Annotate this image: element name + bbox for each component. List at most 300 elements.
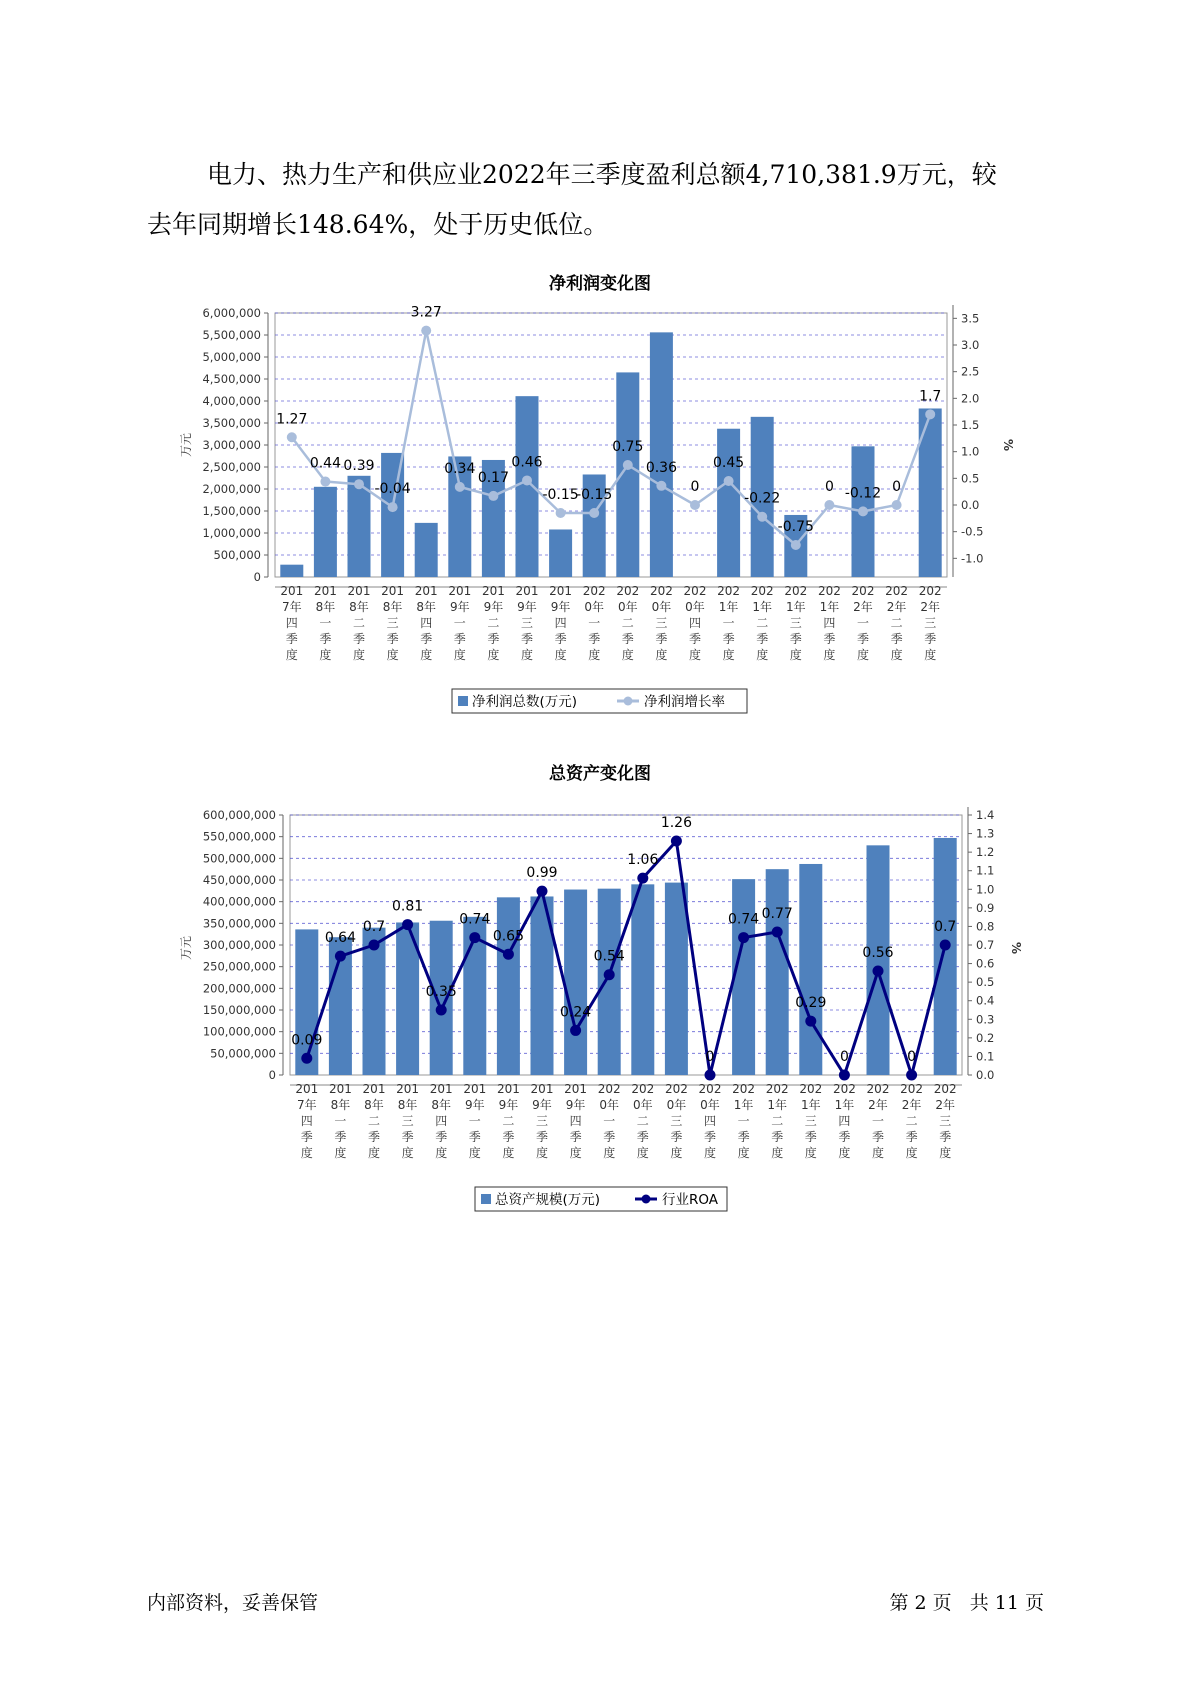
line-point bbox=[369, 940, 380, 951]
line-point bbox=[637, 873, 648, 884]
summary-paragraph bbox=[147, 150, 1067, 250]
bar bbox=[415, 523, 438, 577]
x-axis-tick-label: 二 bbox=[367, 1114, 381, 1128]
data-label: 0.7 bbox=[362, 919, 386, 935]
x-axis-tick-label: 季 bbox=[453, 632, 466, 646]
total-assets-chart-svg bbox=[0, 763, 1191, 1218]
right-axis-tick-label: 0.9 bbox=[976, 900, 995, 915]
x-axis-tick-label: 202 bbox=[750, 584, 774, 598]
bar bbox=[381, 453, 404, 577]
x-axis-tick-label: 度 bbox=[905, 1146, 918, 1160]
x-axis-tick-label: 度 bbox=[636, 1146, 649, 1160]
x-axis-tick-label: 7年 bbox=[281, 600, 302, 614]
x-axis-tick-label: 201 bbox=[530, 1082, 554, 1096]
left-axis-tick-label: 2,500,000 bbox=[202, 460, 261, 474]
line-point bbox=[623, 460, 633, 470]
data-label: 0.09 bbox=[291, 1032, 323, 1049]
line-point bbox=[503, 949, 514, 960]
x-axis-tick-label: 202 bbox=[918, 584, 942, 598]
x-axis-tick-label: 度 bbox=[823, 648, 836, 662]
right-axis-tick-label: 1.3 bbox=[976, 826, 995, 841]
left-axis-tick-label: 550,000,000 bbox=[202, 829, 276, 844]
x-axis-tick-label: 季 bbox=[890, 632, 903, 646]
x-axis-tick-label: 季 bbox=[285, 632, 298, 646]
x-axis-tick-label: 度 bbox=[737, 1146, 750, 1160]
x-axis-tick-label: 季 bbox=[789, 632, 802, 646]
x-axis-tick-label: 季 bbox=[487, 632, 500, 646]
x-axis-tick-label: 三 bbox=[655, 616, 668, 630]
x-axis-tick-label: 季 bbox=[554, 632, 567, 646]
bar bbox=[766, 869, 789, 1075]
x-axis-tick-label: 8年 bbox=[349, 600, 369, 614]
x-axis-tick-label: 度 bbox=[703, 1146, 717, 1160]
x-axis-tick-label: 季 bbox=[352, 632, 366, 646]
x-axis-tick-label: 2年 bbox=[935, 1098, 956, 1112]
x-axis-tick-label: 度 bbox=[756, 648, 769, 662]
right-axis-label: % bbox=[1009, 941, 1023, 955]
line-point bbox=[858, 506, 868, 516]
bar bbox=[934, 838, 957, 1075]
x-axis-tick-label: 202 bbox=[885, 584, 909, 598]
data-label: 0 bbox=[705, 1049, 715, 1065]
x-axis-tick-label: 度 bbox=[535, 1146, 549, 1160]
data-label: 0.35 bbox=[425, 984, 457, 1000]
x-axis-tick-label: 季 bbox=[420, 632, 433, 646]
data-label: 1.27 bbox=[276, 411, 308, 428]
x-axis-tick-label: 度 bbox=[890, 648, 903, 662]
x-axis-tick-label: 202 bbox=[817, 584, 841, 598]
legend-label-line: 行业ROA bbox=[662, 1192, 719, 1208]
x-axis-tick-label: 8年 bbox=[416, 600, 437, 614]
data-label: 0.7 bbox=[934, 919, 957, 935]
x-axis-tick-label: 季 bbox=[502, 1130, 515, 1144]
legend-line-marker bbox=[642, 1195, 651, 1204]
data-label: 0 bbox=[892, 479, 902, 495]
line-point bbox=[388, 502, 398, 512]
right-axis-tick-label: 1.1 bbox=[976, 863, 995, 878]
right-axis-tick-label: 0.0 bbox=[961, 498, 980, 512]
x-axis-tick-label: 度 bbox=[435, 1146, 448, 1160]
line-point bbox=[335, 951, 346, 962]
data-label: 0 bbox=[907, 1049, 917, 1065]
line-point bbox=[320, 477, 330, 487]
x-axis-tick-label: 季 bbox=[569, 1130, 582, 1144]
bar bbox=[564, 890, 587, 1075]
x-axis-tick-label: 度 bbox=[468, 1146, 481, 1160]
right-axis-tick-label: 2.0 bbox=[961, 391, 980, 406]
right-axis-tick-label: 1.2 bbox=[976, 845, 995, 860]
right-axis-tick-label: 0.0 bbox=[976, 1068, 995, 1082]
left-axis-tick-label: 2,000,000 bbox=[202, 482, 261, 496]
left-axis-tick-label: 1,500,000 bbox=[202, 504, 261, 518]
x-axis-tick-label: 202 bbox=[616, 584, 640, 598]
x-axis-tick-label: 1年 bbox=[819, 600, 840, 614]
x-axis-tick-label: 四 bbox=[554, 616, 567, 630]
left-axis-tick-label: 300,000,000 bbox=[202, 938, 276, 952]
x-axis-tick-label: 四 bbox=[420, 616, 433, 630]
right-axis-tick-label: 1.0 bbox=[976, 882, 995, 897]
line-point bbox=[604, 969, 615, 980]
x-axis-tick-label: 度 bbox=[670, 1146, 683, 1160]
line-point bbox=[589, 508, 599, 518]
x-axis-tick-label: 三 bbox=[789, 616, 802, 630]
bar bbox=[631, 884, 654, 1075]
left-axis-tick-label: 3,000,000 bbox=[202, 438, 261, 452]
x-axis-tick-label: 度 bbox=[487, 648, 500, 662]
left-axis-tick-label: 0 bbox=[253, 570, 261, 584]
data-label: 0.44 bbox=[309, 455, 341, 472]
x-axis-tick-label: 度 bbox=[771, 1146, 784, 1160]
data-label: 0.99 bbox=[526, 865, 558, 882]
x-axis-tick-label: 201 bbox=[463, 1082, 487, 1096]
line-point bbox=[421, 326, 431, 336]
x-axis-tick-label: 二 bbox=[487, 616, 500, 630]
x-axis-tick-label: 季 bbox=[804, 1130, 817, 1144]
x-axis-tick-label: 二 bbox=[621, 616, 634, 630]
x-axis-tick-label: 季 bbox=[703, 1130, 717, 1144]
x-axis-tick-label: 一 bbox=[737, 1114, 750, 1128]
x-axis-tick-label: 202 bbox=[784, 584, 808, 598]
x-axis-tick-label: 度 bbox=[569, 1146, 582, 1160]
data-label: -0.04 bbox=[374, 481, 411, 498]
right-axis-tick-label: 1.4 bbox=[976, 808, 995, 822]
left-axis-tick-label: 400,000,000 bbox=[202, 894, 276, 909]
x-axis-tick-label: 四 bbox=[823, 616, 836, 630]
summary-line-2: 去年同期增长148.64%，处于历史低位。 bbox=[147, 210, 609, 239]
x-axis-tick-label: 季 bbox=[756, 632, 769, 646]
line-point bbox=[522, 475, 532, 485]
x-axis-tick-label: 9年 bbox=[464, 1098, 485, 1112]
line-point bbox=[469, 932, 480, 943]
x-axis-tick-label: 9年 bbox=[532, 1098, 552, 1112]
line-point bbox=[705, 1070, 716, 1081]
bar bbox=[598, 889, 621, 1075]
line-point bbox=[436, 1005, 447, 1016]
line-point bbox=[805, 1016, 816, 1027]
x-axis-tick-label: 季 bbox=[722, 632, 735, 646]
x-axis-tick-label: 202 bbox=[851, 584, 875, 598]
left-axis-tick-label: 50,000,000 bbox=[210, 1046, 276, 1061]
x-axis-tick-label: 8年 bbox=[431, 1098, 452, 1112]
left-axis-tick-label: 5,000,000 bbox=[202, 350, 261, 364]
x-axis-tick-label: 一 bbox=[334, 1114, 347, 1128]
left-axis-tick-label: 6,000,000 bbox=[202, 306, 261, 320]
x-axis-tick-label: 1年 bbox=[718, 600, 739, 614]
x-axis-tick-label: 三 bbox=[939, 1114, 952, 1128]
data-label: 0.17 bbox=[477, 469, 509, 486]
line-point bbox=[556, 508, 566, 518]
x-axis-tick-label: 三 bbox=[520, 616, 534, 630]
data-label: 0.64 bbox=[324, 930, 356, 947]
x-axis-tick-label: 度 bbox=[352, 648, 366, 662]
data-label: 3.27 bbox=[410, 304, 442, 321]
x-axis-tick-label: 9年 bbox=[517, 600, 537, 614]
x-axis-tick-label: 202 bbox=[866, 1082, 890, 1096]
x-axis-tick-label: 201 bbox=[381, 584, 405, 598]
left-axis-tick-label: 600,000,000 bbox=[202, 808, 276, 822]
x-axis-tick-label: 2年 bbox=[868, 1098, 888, 1112]
x-axis-tick-label: 202 bbox=[649, 584, 673, 598]
line-point bbox=[724, 476, 734, 486]
x-axis-tick-label: 季 bbox=[905, 1130, 918, 1144]
x-axis-tick-label: 202 bbox=[933, 1082, 957, 1096]
x-axis-tick-label: 202 bbox=[799, 1082, 823, 1096]
x-axis-tick-label: 四 bbox=[569, 1114, 582, 1128]
x-axis-tick-label: 202 bbox=[732, 1082, 756, 1096]
x-axis-tick-label: 0年 bbox=[632, 1098, 653, 1112]
x-axis-tick-label: 度 bbox=[871, 1146, 885, 1160]
data-label: 0.39 bbox=[343, 458, 375, 475]
x-axis-tick-label: 季 bbox=[924, 632, 937, 646]
x-axis-tick-label: 四 bbox=[703, 1114, 717, 1128]
x-axis-tick-label: 2年 bbox=[920, 600, 941, 614]
x-axis-tick-label: 度 bbox=[520, 648, 534, 662]
x-axis-tick-label: 二 bbox=[905, 1114, 918, 1128]
legend-label-bar: 总资产规模(万元) bbox=[495, 1192, 601, 1208]
right-axis-tick-label: 1.5 bbox=[961, 418, 980, 432]
left-axis-tick-label: 150,000,000 bbox=[202, 1003, 276, 1017]
x-axis-tick-label: 201 bbox=[328, 1082, 352, 1096]
legend-bar-swatch bbox=[458, 696, 468, 706]
total-assets-chart bbox=[0, 763, 1191, 1222]
x-axis-tick-label: 度 bbox=[688, 648, 702, 662]
right-axis-tick-label: 0.5 bbox=[976, 975, 995, 990]
data-label: 0.46 bbox=[511, 454, 543, 471]
x-axis-tick-label: 8年 bbox=[364, 1098, 384, 1112]
x-axis-tick-label: 度 bbox=[319, 648, 332, 662]
x-axis-tick-label: 201 bbox=[295, 1082, 319, 1096]
line-point bbox=[402, 919, 413, 930]
chart-title: 净利润变化图 bbox=[549, 274, 651, 294]
x-axis-tick-label: 一 bbox=[588, 616, 601, 630]
line-point bbox=[839, 1070, 850, 1081]
data-label: 0.45 bbox=[713, 455, 745, 471]
data-label: 1.06 bbox=[627, 852, 659, 869]
legend-bar-swatch bbox=[481, 1194, 491, 1204]
left-axis-tick-label: 100,000,000 bbox=[202, 1024, 276, 1039]
x-axis-tick-label: 三 bbox=[401, 1114, 414, 1128]
x-axis-tick-label: 季 bbox=[871, 1130, 885, 1144]
line-point bbox=[824, 500, 834, 510]
summary-line-1: 电力、热力生产和供应业2022年三季度盈利总额4,710,381.9万元，较 bbox=[207, 160, 997, 189]
data-label: -0.75 bbox=[777, 519, 814, 535]
line-point bbox=[354, 479, 364, 489]
x-axis-tick-label: 度 bbox=[603, 1146, 616, 1160]
x-axis-tick-label: 季 bbox=[939, 1130, 952, 1144]
line-point bbox=[488, 491, 498, 501]
x-axis-tick-label: 度 bbox=[722, 648, 735, 662]
x-axis-tick-label: 8年 bbox=[382, 600, 403, 614]
legend-label-line: 净利润增长率 bbox=[644, 694, 725, 710]
right-axis-tick-label: 0.3 bbox=[976, 1012, 995, 1027]
chart-title: 总资产变化图 bbox=[549, 764, 651, 784]
x-axis-tick-label: 0年 bbox=[584, 600, 605, 614]
line-point bbox=[738, 932, 749, 943]
data-label: 0.34 bbox=[444, 460, 476, 477]
bar bbox=[717, 429, 740, 577]
line-point bbox=[537, 886, 548, 897]
x-axis-tick-label: 度 bbox=[285, 648, 298, 662]
footer-page-number: 第 2 页 共 11 页 bbox=[889, 1592, 1044, 1614]
data-label: 0.74 bbox=[459, 911, 491, 928]
x-axis-tick-label: 201 bbox=[414, 584, 438, 598]
x-axis-tick-label: 度 bbox=[655, 648, 668, 662]
x-axis-tick-label: 度 bbox=[420, 648, 433, 662]
footer-confidential-note: 内部资料，妥善保管 bbox=[147, 1592, 319, 1614]
x-axis-tick-label: 2年 bbox=[901, 1098, 922, 1112]
x-axis-tick-label: 季 bbox=[655, 632, 668, 646]
right-axis-label: % bbox=[1001, 438, 1015, 452]
x-axis-tick-label: 201 bbox=[362, 1082, 386, 1096]
right-axis-tick-label: 0.1 bbox=[976, 1049, 995, 1064]
x-axis-tick-label: 202 bbox=[631, 1082, 655, 1096]
x-axis-tick-label: 202 bbox=[765, 1082, 789, 1096]
right-axis-tick-label: -1.0 bbox=[961, 551, 984, 566]
x-axis-tick-label: 三 bbox=[924, 616, 937, 630]
data-label: 0 bbox=[690, 479, 700, 495]
x-axis-tick-label: 一 bbox=[722, 616, 735, 630]
data-label: 0.75 bbox=[612, 439, 644, 455]
data-label: 0 bbox=[839, 1049, 849, 1065]
left-axis-tick-label: 1,000,000 bbox=[202, 526, 261, 540]
data-label: 0.29 bbox=[795, 995, 827, 1012]
line-point bbox=[892, 500, 902, 510]
x-axis-tick-label: 一 bbox=[468, 1114, 481, 1128]
line-point bbox=[671, 836, 682, 847]
net-profit-chart-svg bbox=[0, 265, 1191, 720]
x-axis-tick-label: 9年 bbox=[550, 600, 571, 614]
x-axis-tick-label: 一 bbox=[453, 616, 466, 630]
left-axis-tick-label: 5,500,000 bbox=[202, 328, 261, 342]
x-axis-tick-label: 9年 bbox=[498, 1098, 519, 1112]
x-axis-tick-label: 202 bbox=[717, 584, 741, 598]
left-axis-tick-label: 4,000,000 bbox=[202, 394, 261, 408]
x-axis-tick-label: 201 bbox=[396, 1082, 420, 1096]
x-axis-tick-label: 一 bbox=[871, 1114, 885, 1128]
x-axis-tick-label: 二 bbox=[756, 616, 769, 630]
bar bbox=[497, 897, 520, 1075]
x-axis-tick-label: 1年 bbox=[752, 600, 773, 614]
x-axis-tick-label: 一 bbox=[319, 616, 332, 630]
x-axis-tick-label: 202 bbox=[597, 1082, 621, 1096]
x-axis-tick-label: 二 bbox=[502, 1114, 515, 1128]
x-axis-tick-label: 201 bbox=[429, 1082, 453, 1096]
data-label: 1.7 bbox=[919, 388, 942, 405]
x-axis-tick-label: 度 bbox=[453, 648, 466, 662]
x-axis-tick-label: 季 bbox=[367, 1130, 381, 1144]
x-axis-tick-label: 三 bbox=[670, 1114, 683, 1128]
x-axis-tick-label: 8年 bbox=[330, 1098, 351, 1112]
line-point bbox=[940, 940, 951, 951]
x-axis-tick-label: 0年 bbox=[666, 1098, 687, 1112]
x-axis-tick-label: 季 bbox=[636, 1130, 649, 1144]
left-axis-tick-label: 3,500,000 bbox=[202, 416, 261, 430]
x-axis-tick-label: 季 bbox=[771, 1130, 784, 1144]
x-axis-tick-label: 季 bbox=[856, 632, 870, 646]
x-axis-tick-label: 三 bbox=[386, 616, 399, 630]
x-axis-tick-label: 二 bbox=[771, 1114, 784, 1128]
left-axis-tick-label: 500,000 bbox=[213, 548, 261, 562]
x-axis-tick-label: 季 bbox=[300, 1130, 313, 1144]
x-axis-tick-label: 四 bbox=[838, 1114, 851, 1128]
data-label: 0.74 bbox=[728, 911, 760, 928]
x-axis-tick-label: 一 bbox=[856, 616, 870, 630]
data-label: 0.36 bbox=[645, 459, 677, 476]
x-axis-tick-label: 9年 bbox=[449, 600, 470, 614]
line-point bbox=[873, 966, 884, 977]
bar bbox=[549, 529, 572, 577]
x-axis-tick-label: 0年 bbox=[700, 1098, 720, 1112]
line-point bbox=[690, 500, 700, 510]
right-axis-tick-label: 1.0 bbox=[961, 444, 980, 459]
x-axis-tick-label: 度 bbox=[334, 1146, 347, 1160]
x-axis-tick-label: 四 bbox=[300, 1114, 313, 1128]
x-axis-tick-label: 度 bbox=[939, 1146, 952, 1160]
x-axis-tick-label: 0年 bbox=[685, 600, 705, 614]
x-axis-tick-label: 9年 bbox=[565, 1098, 586, 1112]
data-label: -0.12 bbox=[844, 485, 882, 502]
data-label: 0.56 bbox=[862, 945, 894, 961]
right-axis-tick-label: 0.7 bbox=[976, 938, 995, 952]
right-axis-tick-label: -0.5 bbox=[961, 524, 984, 539]
data-label: -0.15 bbox=[576, 487, 613, 503]
data-label: -0.22 bbox=[744, 490, 781, 507]
x-axis-tick-label: 季 bbox=[603, 1130, 616, 1144]
x-axis-tick-label: 7年 bbox=[296, 1098, 317, 1112]
line-point bbox=[455, 482, 465, 492]
x-axis-tick-label: 0年 bbox=[599, 1098, 620, 1112]
x-axis-tick-label: 201 bbox=[347, 584, 371, 598]
x-axis-tick-label: 度 bbox=[386, 648, 399, 662]
left-axis-tick-label: 4,500,000 bbox=[202, 372, 261, 386]
x-axis-tick-label: 季 bbox=[435, 1130, 448, 1144]
x-axis-tick-label: 度 bbox=[838, 1146, 851, 1160]
x-axis-tick-label: 度 bbox=[300, 1146, 313, 1160]
bar bbox=[280, 565, 303, 577]
x-axis-tick-label: 201 bbox=[564, 1082, 588, 1096]
x-axis-tick-label: 季 bbox=[670, 1130, 683, 1144]
x-axis-tick-label: 0年 bbox=[651, 600, 672, 614]
data-label: -0.15 bbox=[542, 487, 579, 503]
left-axis-tick-label: 350,000,000 bbox=[202, 916, 276, 931]
x-axis-tick-label: 8年 bbox=[397, 1098, 418, 1112]
data-label: 0 bbox=[824, 479, 834, 495]
left-axis-tick-label: 0 bbox=[268, 1068, 276, 1082]
x-axis-tick-label: 2年 bbox=[886, 600, 907, 614]
x-axis-tick-label: 1年 bbox=[733, 1098, 754, 1112]
x-axis-tick-label: 季 bbox=[334, 1130, 347, 1144]
x-axis-tick-label: 1年 bbox=[767, 1098, 788, 1112]
x-axis-tick-label: 四 bbox=[688, 616, 702, 630]
x-axis-tick-label: 季 bbox=[401, 1130, 414, 1144]
legend-label-bar: 净利润总数(万元) bbox=[472, 694, 578, 710]
line-point bbox=[772, 927, 783, 938]
x-axis-tick-label: 1年 bbox=[800, 1098, 821, 1112]
line-point bbox=[925, 409, 935, 419]
x-axis-tick-label: 季 bbox=[823, 632, 836, 646]
data-label: 1.26 bbox=[660, 815, 692, 831]
x-axis-tick-label: 度 bbox=[367, 1146, 381, 1160]
x-axis-tick-label: 201 bbox=[496, 1082, 520, 1096]
x-axis-tick-label: 202 bbox=[698, 1082, 722, 1096]
x-axis-tick-label: 二 bbox=[890, 616, 903, 630]
x-axis-tick-label: 202 bbox=[664, 1082, 688, 1096]
left-axis-label: 万元 bbox=[179, 935, 193, 961]
x-axis-tick-label: 度 bbox=[401, 1146, 414, 1160]
x-axis-tick-label: 2年 bbox=[853, 600, 873, 614]
x-axis-tick-label: 度 bbox=[924, 648, 937, 662]
left-axis-label: 万元 bbox=[179, 432, 193, 458]
